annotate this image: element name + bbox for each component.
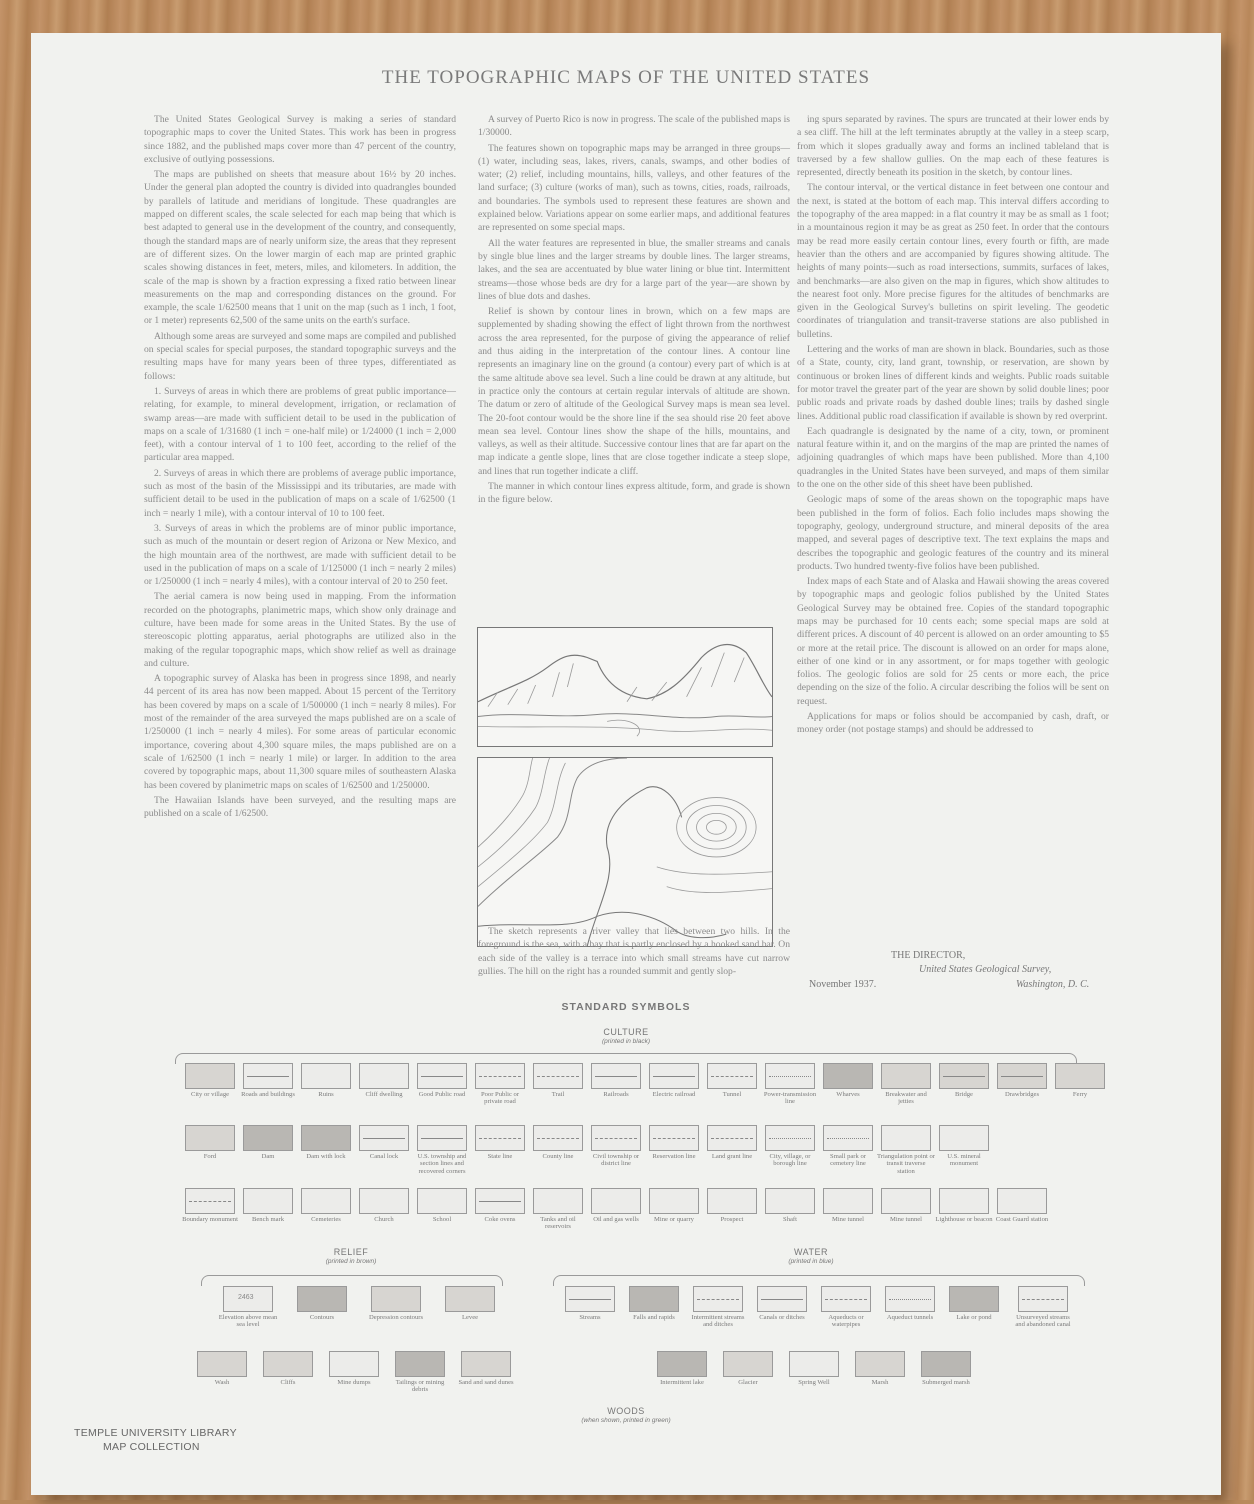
symbol-label: Levee xyxy=(461,1314,479,1321)
tanks-icon xyxy=(533,1188,583,1214)
symbol-civil-township-line xyxy=(587,1125,645,1175)
symbol-coast-guard xyxy=(993,1188,1051,1231)
symbol-state-line xyxy=(471,1125,529,1175)
symbol-city-line xyxy=(761,1125,819,1175)
symbol-aqueducts xyxy=(814,1286,878,1329)
coast-guard-icon xyxy=(997,1188,1047,1214)
symbol-tanks xyxy=(529,1188,587,1231)
paragraph: The features shown on topographic maps may be arranged in three groups—(1) water, including seas, lakes, rivers, canals, swamps, and other bodies of water; (2) relief, including mountains, hills, valleys, and other features of the land surface; (3) culture (works of man), such as towns, cities, roads, railroads, and boundaries. The symbols used to represent these features are shown and explained below. Variations appear on some earlier maps, and additional features are represented on some special maps. xyxy=(478,142,790,234)
symbol-depression-contours xyxy=(359,1286,433,1329)
symbol-bench-mark xyxy=(239,1188,297,1231)
power-line-icon xyxy=(765,1063,815,1089)
paragraph: The sketch represents a river valley that lies between two hills. In the foreground is the sea, with a bay that is partly enclosed by a hooked sand bar. On each side of the valley is a terrace into which small streams have cut narrow gullies. The hill on the right has a rounded summit and gently slop- xyxy=(478,926,790,977)
symbol-dam-with-lock xyxy=(297,1125,355,1175)
symbol-label: Shaft xyxy=(783,1216,797,1223)
township-icon xyxy=(417,1125,467,1151)
roads-icon xyxy=(243,1063,293,1089)
symbol-intermittent-streams xyxy=(686,1286,750,1329)
symbol-label: Unsurveyed streams and abandoned canal xyxy=(1015,1314,1071,1329)
symbol-label: Breakwater and jetties xyxy=(885,1091,927,1106)
aqueducts-icon xyxy=(821,1286,871,1312)
symbol-label: Electric railroad xyxy=(652,1091,696,1098)
symbol-lake xyxy=(942,1286,1006,1329)
prospect-icon xyxy=(707,1188,757,1214)
symbol-label: Streams xyxy=(579,1314,601,1321)
symbol-label: City, village, or borough line xyxy=(769,1153,811,1168)
symbol-label: Roads and buildings xyxy=(241,1091,295,1098)
standard-symbols-heading: STANDARD SYMBOLS xyxy=(561,1001,691,1013)
culture-note: (printed in black) xyxy=(601,1038,651,1045)
text-column-3 xyxy=(797,113,1109,739)
woods-title: WOODS xyxy=(607,1406,645,1416)
symbol-mineral-monument xyxy=(935,1125,993,1175)
mine-tunnel-direction-icon xyxy=(881,1188,931,1214)
library-stamp xyxy=(74,1426,237,1454)
symbol-label: Drawbridges xyxy=(1004,1091,1040,1098)
symbol-park-line xyxy=(819,1125,877,1175)
symbol-label: Dam with lock xyxy=(306,1153,346,1160)
mine-tunnel-icon xyxy=(823,1188,873,1214)
canals-icon xyxy=(757,1286,807,1312)
water-note: (printed in blue) xyxy=(788,1258,834,1265)
paragraph: 3. Surveys of areas in which the problems are of minor public importance, such as much of the mountain or desert region of Arizona or New Mexico, and the high mountain area of the northwest, are made with sufficient detail to be used in the publication of maps on a scale of 1/125000 (1 inch = nearly 2 miles) or 1/250000 (1 inch = nearly 4 miles), with a contour interval of 20 to 250 feet. xyxy=(144,522,456,588)
symbol-prospect xyxy=(703,1188,761,1231)
symbol-label: City or village xyxy=(190,1091,230,1098)
triangulation-icon xyxy=(881,1125,931,1151)
symbol-lighthouse xyxy=(935,1188,993,1231)
symbol-aqueduct-tunnels xyxy=(878,1286,942,1329)
symbol-label: Mine tunnel xyxy=(889,1216,923,1223)
depression-icon xyxy=(371,1286,421,1312)
symbol-cemeteries xyxy=(297,1188,355,1231)
symbol-streams xyxy=(558,1286,622,1329)
symbol-label: Wharves xyxy=(836,1091,860,1098)
land-grant-icon xyxy=(707,1125,757,1151)
symbol-label: U.S. township and section lines and recovered corners xyxy=(417,1153,467,1175)
symbol-label: Reservation line xyxy=(652,1153,696,1160)
railroad-icon xyxy=(591,1063,641,1089)
signature-place: Washington, D. C. xyxy=(1016,979,1090,990)
symbol-ferry xyxy=(1051,1063,1109,1106)
good-road-icon xyxy=(417,1063,467,1089)
marsh-icon xyxy=(855,1351,905,1377)
coke-ovens-icon xyxy=(475,1188,525,1214)
relief-bracket xyxy=(201,1275,503,1286)
cemetery-icon xyxy=(301,1188,351,1214)
paragraph: Lettering and the works of man are shown in black. Boundaries, such as those of a State, county, city, land grant, township, or reservation, are shown by continuous or broken lines of different kinds and weights. Public roads suitable for motor travel the greater part of the year are shown by solid double lines; poor public roads and private roads by dashed double lines; trails by dashed single lines. Additional public road classification if available is shown by red overprint. xyxy=(797,344,1109,422)
symbol-mine-tunnel xyxy=(819,1188,877,1231)
symbol-electric-railroad xyxy=(645,1063,703,1106)
reservation-line-icon xyxy=(649,1125,699,1151)
symbol-shaft xyxy=(761,1188,819,1231)
text-column-1 xyxy=(144,113,456,822)
symbol-label: U.S. mineral monument xyxy=(947,1153,981,1168)
symbol-school xyxy=(413,1188,471,1231)
lighthouse-icon xyxy=(939,1188,989,1214)
paragraph: All the water features are represented in blue, the smaller streams and canals by single blue lines and the larger streams by double lines. The larger streams, lakes, and the sea are accentuated by blue water lining or blue tint. Intermittent streams—those whose beds are dry for a large part of the year—are shown by lines of blue dots and dashes. xyxy=(478,237,790,302)
water-title: WATER xyxy=(794,1247,828,1257)
water-row-1 xyxy=(558,1286,1080,1329)
symbol-label: Prospect xyxy=(720,1216,744,1223)
falls-icon xyxy=(629,1286,679,1312)
mine-icon xyxy=(649,1188,699,1214)
ruins-icon xyxy=(301,1063,351,1089)
symbol-label: School xyxy=(432,1216,452,1223)
symbol-bridge xyxy=(935,1063,993,1106)
symbol-label: Tanks and oil reservoirs xyxy=(540,1216,576,1231)
symbol-label: County line xyxy=(542,1153,574,1160)
symbol-label: Good Public road xyxy=(418,1091,466,1098)
levee-icon xyxy=(445,1286,495,1312)
poor-road-icon xyxy=(475,1063,525,1089)
symbol-elevation xyxy=(211,1286,285,1329)
county-line-icon xyxy=(533,1125,583,1151)
symbol-railroads xyxy=(587,1063,645,1106)
symbol-label: Coke ovens xyxy=(484,1216,516,1223)
symbol-label: Small park or cemetery line xyxy=(830,1153,866,1168)
sketch-figure xyxy=(477,627,773,747)
symbol-label: Ruins xyxy=(318,1091,334,1098)
paragraph: The contour interval, or the vertical distance in feet between one contour and the next, is stated at the bottom of each map. This interval differs according to the topography of the area mapped: in a flat country it may be as small as 1 foot; in a mountainous region it may be as great as 250 feet. In order that the contours may be read more easily certain contour lines, every fourth or fifth, are made heavier than the others and are accompanied by figures showing altitude. The heights of many points—such as road intersections, summits, surfaces of lakes, and benchmarks—are also given on the map in figures, which show altitudes to the nearest foot only. More precise figures for the altitudes of benchmarks are given in the Geological Survey's bulletins on spirit leveling. The geodetic coordinates of triangulation and transit-traverse stations are also published in bulletins. xyxy=(797,182,1109,340)
symbol-label: Tunnel xyxy=(722,1091,742,1098)
symbol-coke-ovens xyxy=(471,1188,529,1231)
symbol-marsh xyxy=(847,1351,913,1386)
symbol-label: Wash xyxy=(214,1379,230,1386)
symbol-drawbridges xyxy=(993,1063,1051,1106)
civil-township-icon xyxy=(591,1125,641,1151)
state-line-icon xyxy=(475,1125,525,1151)
symbol-label: Boundary monument xyxy=(182,1216,238,1223)
ford-icon xyxy=(185,1125,235,1151)
city-line-icon xyxy=(765,1125,815,1151)
streams-icon xyxy=(565,1286,615,1312)
intermittent-lake-icon xyxy=(657,1351,707,1377)
stamp-line-2: MAP COLLECTION xyxy=(103,1441,200,1453)
paragraph: A survey of Puerto Rico is now in progress. The scale of the published maps is 1/30000. xyxy=(478,114,790,139)
symbol-mine-quarry xyxy=(645,1188,703,1231)
symbol-label xyxy=(798,1379,829,1386)
symbol-label: Intermittent streams and ditches xyxy=(691,1314,745,1329)
contour-map-figure xyxy=(477,757,773,947)
paragraph: A topographic survey of Alaska has been in progress since 1898, and nearly 44 percent of its area has now been mapped. About 15 percent of the Territory has been covered by maps on a scale of 1/500000 (1 inch = nearly 8 miles). For most of the remainder of the area surveyed the maps published are on a scale of 1/250000 (1 inch = nearly 4 miles). For some areas of particular economic importance, covering about 4,300 square miles, the maps published are on a scale of 1/62500 (1 inch = nearly 1 mile) or larger. In addition to the area covered by topographic maps, about 11,300 square miles of southeastern Alaska has been covered by planimetric maps on scales of 1/62500 and 1/250000. xyxy=(144,673,456,791)
paragraph: 1. Surveys of areas in which there are problems of great public importance—relating, for example, to mineral development, irrigation, or reclamation of swamp areas—are made with sufficient detail to be used in the publication of maps on a scale of 1/31680 (1 inch = one-half mile) or 1/24000 (1 inch = 2,000 feet), with a contour interval of 1 to 100 feet, according to the relief of the particular area mapped. xyxy=(144,385,456,464)
wells-icon xyxy=(591,1188,641,1214)
symbol-label: Poor Public or private road xyxy=(480,1091,520,1106)
paragraph: The maps are published on sheets that measure about 16½ by 20 inches. Under the general plan adopted the country is divided into quadrangles bounded by parallels of latitude and meridians of longitude. These quadrangles are mapped on different scales, the scale selected for each map being that which is best adapted to general use in the development of the country, and consequently, though the standard maps are of nearly uniform size, the areas that they represent are of different sizes. On the lower margin of each map are printed graphic scales showing distances in feet, meters, miles, and kilometers. In addition, the scale of the map is shown by a fraction expressing a fixed ratio between linear measurements on the map and corresponding distances on the ground. For example, the scale 1/62500 means that 1 unit on the map (such as 1 inch, 1 foot, or 1 meter) represents 62,500 of the same units on the earth's surface. xyxy=(144,169,456,327)
lake-icon xyxy=(949,1286,999,1312)
symbol-boundary-monument xyxy=(181,1188,239,1231)
symbol-triangulation xyxy=(877,1125,935,1175)
symbol-power-line xyxy=(761,1063,819,1106)
dam-lock-icon xyxy=(301,1125,351,1151)
culture-row-3 xyxy=(181,1188,1051,1231)
paragraph: Each quadrangle is designated by the name of a city, town, or prominent natural feature within it, and on the margins of the map are printed the names of adjoining quadrangles of which maps have been published. More than 4,100 quadrangles in the United States have been surveyed, and maps of them similar to the one on the other side of this sheet have been published. xyxy=(797,425,1109,491)
paragraph: Although some areas are surveyed and some maps are compiled and published on special scales for special purposes, the standard topographic surveys and the resulting maps have for many years been of three types, differentiated as follows: xyxy=(144,330,456,382)
paragraph: The aerial camera is now being used in mapping. From the information recorded on the photographs, planimetric maps, which show only drainage and culture, have been made for some areas in the United States. By the use of stereoscopic plotting apparatus, aerial photographs are utilized also in the making of the regular topographic maps, which show relief as well as drainage and culture. xyxy=(144,591,456,669)
relief-row-2 xyxy=(189,1351,519,1394)
dam-icon xyxy=(243,1125,293,1151)
symbol-label: Sand and sand dunes xyxy=(458,1379,514,1386)
symbol-sand xyxy=(453,1351,519,1394)
spring-icon xyxy=(789,1351,839,1377)
relief-note: (printed in brown) xyxy=(325,1258,377,1265)
culture-heading xyxy=(531,1027,721,1045)
symbol-label: Bridge xyxy=(955,1091,973,1098)
breakwater-icon xyxy=(881,1063,931,1089)
map-sheet xyxy=(31,33,1221,1495)
trail-icon xyxy=(533,1063,583,1089)
symbol-tailings xyxy=(387,1351,453,1394)
signature-org: United States Geological Survey, xyxy=(919,964,1052,975)
symbol-cliff-dwelling xyxy=(355,1063,413,1106)
symbol-intermittent-lake xyxy=(649,1351,715,1386)
tailings-icon xyxy=(395,1351,445,1377)
symbol-mine-dumps xyxy=(321,1351,387,1394)
symbol-roads-buildings xyxy=(239,1063,297,1106)
woods-note: (when shown, printed in green) xyxy=(581,1417,671,1424)
symbol-label: Cemeteries xyxy=(311,1216,341,1223)
aqueduct-tunnels-icon xyxy=(885,1286,935,1312)
symbol-city-or-village xyxy=(181,1063,239,1106)
symbol-label: Dam xyxy=(261,1153,275,1160)
symbol-label: Land grant line xyxy=(711,1153,753,1160)
elevation-icon xyxy=(223,1286,273,1312)
symbol-label: Railroads xyxy=(603,1091,629,1098)
symbol-label: Lighthouse or beacon xyxy=(935,1216,993,1223)
page-title: THE TOPOGRAPHIC MAPS OF THE UNITED STATES xyxy=(381,67,871,88)
shaft-icon xyxy=(765,1188,815,1214)
electric-railroad-icon xyxy=(649,1063,699,1089)
contours-icon xyxy=(297,1286,347,1312)
symbol-label: Cliffs xyxy=(280,1379,296,1386)
paragraph: ing spurs separated by ravines. The spurs are truncated at their lower ends by a sea cliff. The hill at the left terminates abruptly at the valley in a steep scarp, from which it slopes gradually away and forms an inclined tableland that is traversed by a few shallow gullies. On the map each of these features is represented, directly beneath its position in the sketch, by contour lines. xyxy=(797,114,1109,179)
symbol-label: Ford xyxy=(203,1153,217,1160)
symbol-label: Ferry xyxy=(1072,1091,1088,1098)
symbol-label: Glacier xyxy=(738,1379,758,1386)
symbol-label: Submerged marsh xyxy=(922,1379,970,1386)
bench-mark-icon xyxy=(243,1188,293,1214)
symbol-label: Falls and rapids xyxy=(633,1314,675,1321)
intermittent-streams-icon xyxy=(693,1286,743,1312)
symbol-label: Mine or quarry xyxy=(654,1216,694,1223)
symbol-poor-road xyxy=(471,1063,529,1106)
symbol-dam xyxy=(239,1125,297,1175)
relief-title: RELIEF xyxy=(333,1247,369,1257)
symbol-label: Mine dumps xyxy=(337,1379,371,1386)
symbol-contours xyxy=(285,1286,359,1329)
mine-dumps-icon xyxy=(329,1351,379,1377)
symbol-label: Triangulation point or transit traverse station xyxy=(877,1153,936,1175)
water-heading xyxy=(741,1247,881,1265)
symbol-canals xyxy=(750,1286,814,1329)
unsurveyed-streams-icon xyxy=(1018,1286,1068,1312)
stamp-line-1: TEMPLE UNIVERSITY LIBRARY xyxy=(74,1427,237,1439)
symbol-label: Intermittent lake xyxy=(660,1379,704,1386)
symbol-label: Tailings or mining debris xyxy=(395,1379,445,1394)
woods-heading xyxy=(531,1406,721,1424)
paragraph: The manner in which contour lines express altitude, form, and grade is shown in the figure below. xyxy=(478,481,790,506)
wharves-icon xyxy=(823,1063,873,1089)
symbol-wharves xyxy=(819,1063,877,1106)
symbol-canal-lock xyxy=(355,1125,413,1175)
paragraph: The United States Geological Survey is making a series of standard topographic maps to cover the United States. This work has been in progress since 1882, and the published maps cover more than 47 percent of the country, exclusive of outlying possessions. xyxy=(144,114,456,165)
submerged-marsh-icon xyxy=(921,1351,971,1377)
park-line-icon xyxy=(823,1125,873,1151)
symbol-label: Marsh xyxy=(871,1379,889,1386)
bridge-icon xyxy=(939,1063,989,1089)
symbol-falls xyxy=(622,1286,686,1329)
signature-date: November 1937. xyxy=(809,979,877,990)
paragraph: 2. Surveys of areas in which there are problems of average public importance, such as most of the basin of the Mississippi and its tributaries, are made with sufficient detail to be used in the publication of maps on a scale of 1/62500 (1 inch = nearly 1 mile), with a contour interval of 10 to 100 feet. xyxy=(144,467,456,519)
symbol-unsurveyed-streams xyxy=(1006,1286,1080,1329)
water-bracket xyxy=(553,1275,1085,1286)
ferry-icon xyxy=(1055,1063,1105,1089)
symbol-label: Elevation above mean sea level xyxy=(218,1314,278,1329)
paragraph: Applications for maps or folios should be accompanied by cash, draft, or money order (not postage stamps) and should be addressed to xyxy=(797,711,1109,736)
cliff-dwelling-icon xyxy=(359,1063,409,1089)
symbol-label: Cliff dwelling xyxy=(365,1091,403,1098)
tunnel-icon xyxy=(707,1063,757,1089)
glacier-icon xyxy=(723,1351,773,1377)
symbol-good-road xyxy=(413,1063,471,1106)
paragraph: Index maps of each State and of Alaska and Hawaii showing the areas covered by topographic maps and geologic folios published by the United States Geological Survey may be obtained free. Copies of the standard topographic maps may be purchased for 10 cents each; some special maps are sold at different prices. A discount of 40 percent is allowed on an order amounting to $5 or more at the retail price. The discount is allowed on an order for maps alone, either of one kind or in any assortment, or for maps together with geologic folios. The geologic folios are sold for 25 cents or more each, the price depending on the size of the folio. A circular describing the folios will be sent on request. xyxy=(797,576,1109,707)
symbol-label: Oil and gas wells xyxy=(593,1216,639,1223)
symbol-ruins xyxy=(297,1063,355,1106)
drawbridge-icon xyxy=(997,1063,1047,1089)
culture-row-1 xyxy=(181,1063,1109,1106)
symbol-label: Mine tunnel xyxy=(831,1216,865,1223)
relief-heading xyxy=(281,1247,421,1265)
relief-row-1 xyxy=(211,1286,507,1329)
symbol-wash xyxy=(189,1351,255,1394)
spring-label: Spring xyxy=(798,1379,816,1386)
symbol-label: Church xyxy=(374,1216,394,1223)
symbol-land-grant-line xyxy=(703,1125,761,1175)
symbol-label: Canals or ditches xyxy=(759,1314,805,1321)
symbol-mine-tunnel-direction xyxy=(877,1188,935,1231)
symbol-label: Canal lock xyxy=(369,1153,399,1160)
text-column-2-continued xyxy=(478,925,790,980)
symbol-county-line xyxy=(529,1125,587,1175)
symbol-label: Aqueducts or waterpipes xyxy=(828,1314,864,1329)
symbol-trail xyxy=(529,1063,587,1106)
elevation-value: 2463 xyxy=(238,1294,254,1301)
symbol-label: Power-transmission line xyxy=(763,1091,817,1106)
sand-icon xyxy=(461,1351,511,1377)
symbol-levee xyxy=(433,1286,507,1329)
symbol-label: Contours xyxy=(309,1314,335,1321)
well-label: Well xyxy=(817,1379,830,1386)
symbol-tunnel xyxy=(703,1063,761,1106)
symbol-label: Aqueduct tunnels xyxy=(886,1314,934,1321)
boundary-monument-icon xyxy=(185,1188,235,1214)
text-column-2 xyxy=(478,113,790,509)
symbol-reservation-line xyxy=(645,1125,703,1175)
church-icon xyxy=(359,1188,409,1214)
symbol-township-lines xyxy=(413,1125,471,1175)
symbol-label: State line xyxy=(487,1153,513,1160)
city-icon xyxy=(185,1063,235,1089)
symbol-label: Civil township or district line xyxy=(592,1153,640,1168)
symbol-submerged-marsh xyxy=(913,1351,979,1386)
symbol-label: Trail xyxy=(551,1091,565,1098)
paragraph: The Hawaiian Islands have been surveyed, and the resulting maps are published on a scale of 1/62500. xyxy=(144,794,456,820)
symbol-breakwater xyxy=(877,1063,935,1106)
symbol-spring-well xyxy=(781,1351,847,1386)
culture-title: CULTURE xyxy=(603,1027,649,1037)
school-icon xyxy=(417,1188,467,1214)
paragraph: Relief is shown by contour lines in brown, which on a few maps are supplemented by shading showing the effect of light thrown from the northwest across the area represented, for the purpose of giving the appearance of relief and thus aiding in the interpretation of the contour lines. A contour line represents an imaginary line on the ground (a contour) every part of which is at the same altitude above sea level. Such a line could be drawn at any altitude, but in practice only the contours at certain regular intervals of altitude are shown. The datum or zero of altitude of the Geological Survey maps is mean sea level. The 20-foot contour would be the shore line if the sea should rise 20 feet above mean sea level. Contour lines show the shape of the hills, mountains, and valleys, as well as their altitude. Successive contour lines that are far apart on the map indicate a gentle slope, lines that are close together indicate a steep slope, and lines that run together indicate a cliff. xyxy=(478,306,790,477)
water-row-2 xyxy=(649,1351,979,1386)
culture-row-2 xyxy=(181,1125,993,1175)
symbol-label: Bench mark xyxy=(251,1216,285,1223)
wash-icon xyxy=(197,1351,247,1377)
paragraph: Geologic maps of some of the areas shown on the topographic maps have been published in the form of folios. Each folio includes maps showing the topography, geology, underground structure, and mineral deposits of the area mapped, and several pages of descriptive text. The text explains the maps and describes the topographic and geologic features of the country and its mineral products. Two hundred twenty-five folios have been published. xyxy=(797,494,1109,572)
symbol-church xyxy=(355,1188,413,1231)
symbol-glacier xyxy=(715,1351,781,1386)
symbol-cliffs xyxy=(255,1351,321,1394)
canal-lock-icon xyxy=(359,1125,409,1151)
mineral-monument-icon xyxy=(939,1125,989,1151)
symbol-label: Coast Guard station xyxy=(995,1216,1049,1223)
symbol-label: Depression contours xyxy=(368,1314,424,1321)
symbol-label: Lake or pond xyxy=(956,1314,992,1321)
symbol-oil-gas-wells xyxy=(587,1188,645,1231)
symbol-ford xyxy=(181,1125,239,1175)
signature-name: THE DIRECTOR, xyxy=(891,950,966,961)
cliffs-icon xyxy=(263,1351,313,1377)
